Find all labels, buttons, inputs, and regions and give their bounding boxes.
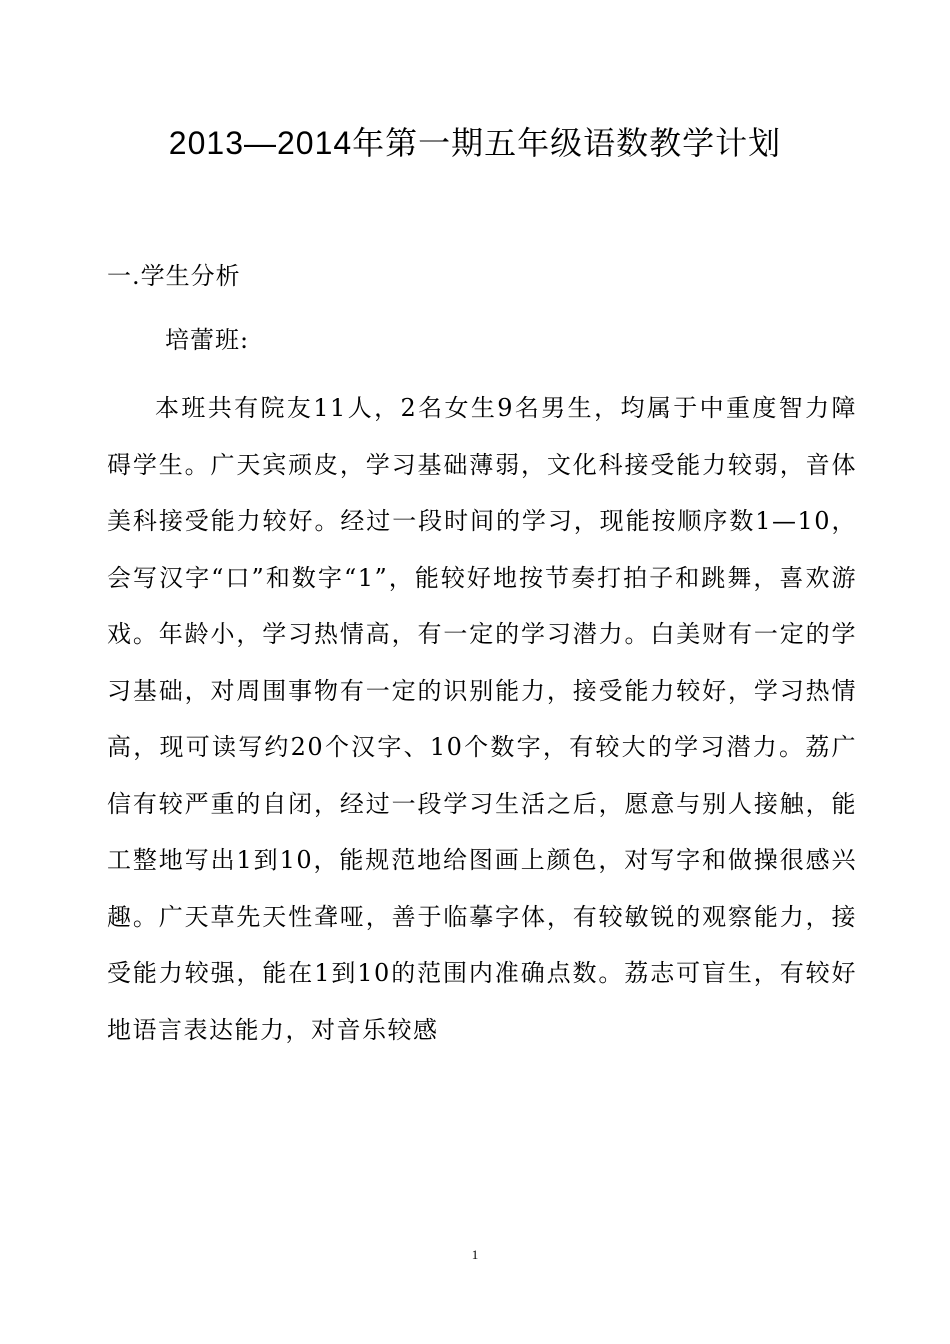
- body-paragraph: 本班共有院友11人，2名女生9名男生，均属于中重度智力障碍学生。广天宾顽皮，学习基础薄弱，文化科接受能力较弱，音体美科接受能力较好。经过一段时间的学习，现能按顺序数1—10，会写汉字“口”和数字“1”，能较好地按节奏打拍子和跳舞，喜欢游戏。年龄小，学习热情高，有一定的学习潜力。白美财有一定的学习基础，对周围事物有一定的识别能力，接受能力较好，学习热情高，现可读写约20个汉字、10个数字，有较大的学习潜力。荔广信有较严重的自闭，经过一段学习生活之后，愿意与别人接触，能工整地写出1到10，能规范地给图画上颜色，对写字和做操很感兴趣。广天草先天性聋哑，善于临摹字体，有较敏锐的观察能力，接受能力较强，能在1到10的范围内准确点数。荔志可盲生，有较好地语言表达能力，对音乐较感: [107, 394, 857, 1044]
- page-number: 1: [471, 1247, 479, 1262]
- class-name-heading: 培蕾班:: [165, 326, 250, 354]
- section-heading-student-analysis: 一.学生分析: [107, 262, 241, 290]
- document-title: 2013—2014年第一期五年级语数教学计划: [168, 125, 782, 161]
